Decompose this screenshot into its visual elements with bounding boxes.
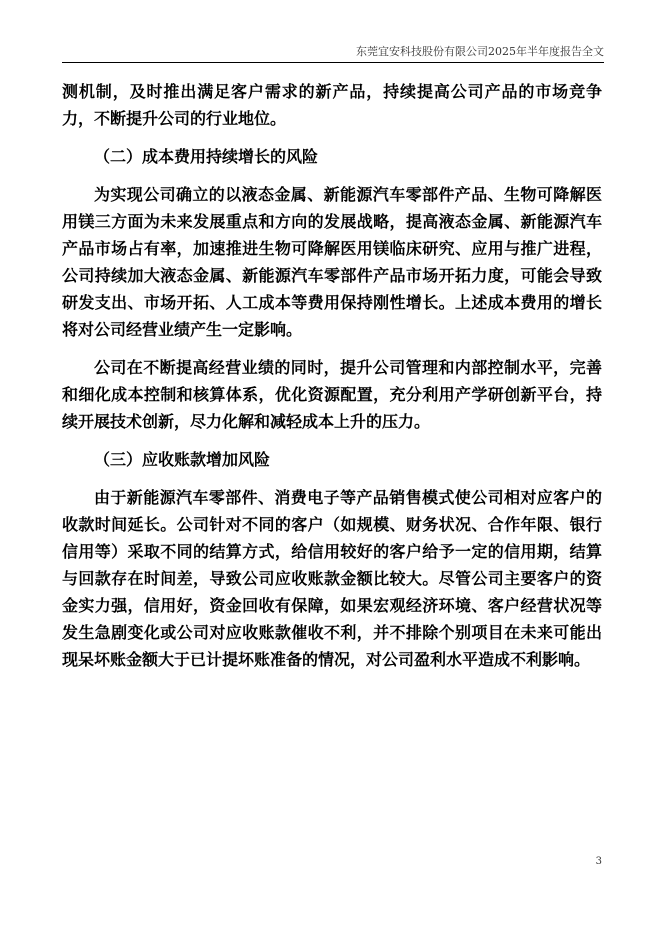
- paragraph-cost-mitigation: 公司在不断提高经营业绩的同时，提升公司管理和内部控制水平，完善和细化成本控制和核算体系，优化资源配置，充分利用产学研创新平台，持续开展技术创新，尽力化解和减轻成本上升的压力。: [62, 358, 602, 431]
- header-divider: [62, 62, 604, 63]
- page-header-title: 东莞宜安科技股份有限公司2025年半年度报告全文: [356, 45, 604, 58]
- section-heading-receivables-risk: （三）应收账款增加风险: [94, 450, 271, 469]
- paragraph-receivables-risk: 由于新能源汽车零部件、消费电子等产品销售模式使公司相对应客户的收款时间延长。公司针对不同的客户（如规模、财务状况、合作年限、银行信用等）采取不同的结算方式，给信用较好的客户给予一定的信用期，结算与回款存在时间差，导致公司应收账款金额比较大。尽管公司主要客户的资金实力强，信用好，资金回收有保障，如果宏观经济环境、客户经营状况等发生急剧变化或公司对应收账款催收不利，并不排除个别项目在未来可能出现呆坏账金额大于已计提坏账准备的情况，对公司盈利水平造成不利影响。: [62, 488, 602, 669]
- section-heading-cost-risk: （二）成本费用持续增长的风险: [94, 147, 319, 166]
- paragraph-cost-risk: 为实现公司确立的以液态金属、新能源汽车零部件产品、生物可降解医用镁三方面为未来发展重点和方向的发展战略，提高液态金属、新能源汽车产品市场占有率，加速推进生物可降解医用镁临床研究、应用与推广进程，公司持续加大液态金属、新能源汽车零部件产品市场开拓力度，可能会导致研发支出、市场开拓、人工成本等费用保持刚性增长。上述成本费用的增长将对公司经营业绩产生一定影响。: [62, 185, 602, 339]
- page-number: 3: [595, 856, 602, 867]
- document-body: [62, 78, 602, 684]
- paragraph-continuation: 测机制，及时推出满足客户需求的新产品，持续提高公司产品的市场竞争力，不断提升公司的行业地位。: [62, 82, 602, 128]
